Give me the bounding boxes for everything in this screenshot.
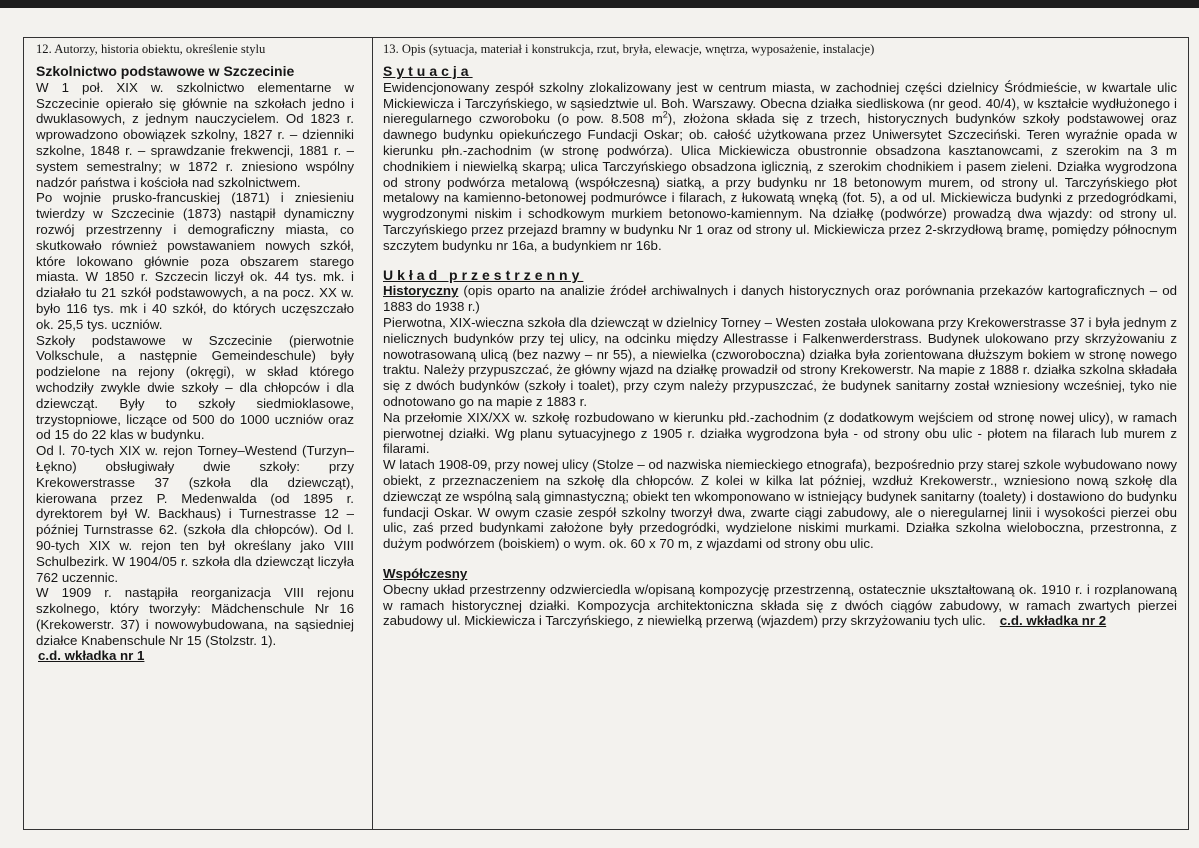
right-continued-note: c.d. wkładka nr 2	[999, 613, 1107, 629]
sytuacja-text-a: Ewidencjonowany zespół szkolny zlokalizowany jest w centrum miasta, w zachodniej części dzielnicy Śródmieście, w kwartale ulic Mickiewicza i Tarczyńskiego, w sąsiedztwie ul. Boh. Warszawy. Obecna działka siedliskowa (nr geod. 40/4), w kształcie wydłużonego i nieregularnego czworoboku (o pow. 8.508 m	[383, 79, 1177, 127]
historyczny-intro-text: (opis oparto na analizie źródeł archiwalnych i danych historycznych oraz porównania przekazów kartograficznych – od 1883 do 1938 r.)	[383, 283, 1177, 315]
wspolczesny-paragraph	[383, 582, 1177, 629]
history-paragraph: Od l. 70-tych XIX w. rejon Torney–Westend (Turzyn–Łękno) obsługiwały dwie szkoły: przy Krekowerstrasse 37 (szkoła dla dziewcząt), kierowana przez P. Medenwalda (od 1895 r. dyrektorem był W. Backhaus) i Turnestrasse 12 – później Turnstrasse 62. (szkoła dla chłopców). Od l. 90-tych XIX w. rejon ten był określany jako VIII Schulbezirk. W 1904/05 r. szkoła dla dziewcząt liczyła 762 uczennic.	[36, 443, 354, 585]
history-paragraph: W 1 poł. XIX w. szkolnictwo elementarne w Szczecinie opierało się głównie na szkołach jedno i dwuklasowych, z jednym nauczycielem. Od 1823 r. wprowadzono obowiązek szkolny, 1827 r. – dzienniki szkolne, 1848 r. – sprawdzanie frekwencji, 1881 r. – system semestralny; w 1872 r. zniesiono wspólny nadzór państwa i kościoła nad szkolnictwem.	[36, 79, 354, 190]
area-superscript: 2	[662, 109, 668, 120]
scan-edge	[0, 0, 1199, 8]
frame-top-border	[23, 37, 1189, 38]
description-column	[383, 42, 1177, 629]
left-field-caption: 12. Autorzy, historia obiektu, określenie stylu	[36, 42, 266, 56]
uklad-paragraph: Pierwotna, XIX-wieczna szkoła dla dziewcząt w dzielnicy Torney – Westen została ulokowana przy Krekowerstrasse 37 i była jednym z nielicznych budynków przy tej ulicy, na odcinku między Allestrasse i Falkenwerderstrass. Budynek ulokowano przy skrzyżowaniu z nowotrasowaną ulicą (bez nazwy – nr 55), a niewielka (czworoboczna) działka była zorientowana dłuższym bokiem w stronę nowego traktu. Należy przypuszczać, że główny wjazd na działkę prowadził od strony Krekowerstr. Na mapie z 1888 r. działka szkolna składała się z dwóch budynków (szkoły i toalet), przy czym należy przypuszczać, że budynek sanitarny został wzniesiony wcześniej, tyko nie odnotowano go na mapie z 1883 r.	[383, 314, 1177, 409]
frame-left-border	[23, 37, 24, 829]
sytuacja-paragraph	[383, 80, 1177, 254]
history-paragraph: Po wojnie prusko-francuskiej (1871) i zniesieniu twierdzy w Szczecinie (1873) nastąpił dynamiczny rozwój przestrzenny i demograficzny miasta, co skutkowało również powstawaniem nowych szkół, które lokowano głównie poza obszarem starego miasta. W 1850 r. Szczecin liczył ok. 44 tys. mk. i działało tu 21 szkół podstawowych, a na pocz. XX w. było 116 tys. mk i 40 szkół, do których uczęszczało ok. 25,5 tys. uczniów.	[36, 190, 354, 332]
historyczny-label: Historyczny	[383, 283, 459, 299]
uklad-paragraph: W latach 1908-09, przy nowej ulicy (Stolze – od nazwiska niemieckiego etnografa), bezpośrednio przy starej szkole wybudowano nowy obiekt, z przeznaczeniem na szkołę dla chłopców. Z kolei w kilka lat później, wzdłuż Krekowerstr., wzniesiono nową szkołę dla dziewcząt ze wspólną salą gimnastyczną; obiekt ten wkomponowano w istniejący budynek sanitarny (toalety) i dostawiono do budynku fundacji Oskar. W owym czasie zespół szkolny tworzył dwa, zwarte ciągi zabudowy, ale o nieregularnej linii i wysokości pierzei obu ulic, zaś przed budynkami założone były przedogródki, wydzielone niskimi murkami. Działka szkolna wieloboczna, przestronna, z dużym podwórzem (boiskiem) o wym. ok. 60 x 70 m, z wjazdami od strony obu ulic.	[383, 457, 1177, 552]
frame-right-border	[1188, 37, 1189, 829]
historyczny-intro	[383, 283, 1177, 315]
wspolczesny-heading: Współczesny	[383, 565, 468, 581]
right-field-caption: 13. Opis (sytuacja, materiał i konstrukcja, rzut, bryła, elewacje, wnętrza, wyposażenie, instalacje)	[383, 42, 875, 56]
history-paragraph: Szkoły podstawowe w Szczecinie (pierwotnie Volkschule, a następnie Gemeindeschule) były podzielone na rejony (okręgi), w skład którego wchodziły zwykle dwie szkoły – dla chłopców i dla dziewcząt. Były to szkoły siedmioklasowe, trzystopniowe, liczące od 500 do 1000 uczniów oraz od 15 do 22 klas w budynku.	[36, 332, 354, 443]
history-column	[36, 42, 354, 664]
sytuacja-text-b: ), złożona składa się z trzech, historycznych budynków szkoły podstawowej oraz dawnego budynku opiekuńczego Fundacji Oskar; ob. całość użytkowana przez Uniwersytet Szczeciński. Teren wyraźnie opada w kierunku płn.-zachodnim (w stronę podwórza). Ulica Mickiewicza obustronnie obsadzona kasztanowcami, z szerokim na 3 m chodnikiem i niewielką skarpą; ulica Tarczyńskiego obsadzona iglicznią, z szerokim chodnikiem i pasem zieleni. Działka wygrodzona od strony podwórza metalową (współczesną) siatką, a przy budynku nr 18 betonowym murem, od strony ul. Tarczyńskiego płot metalowy na kamienno-betonowej podmurówce i filarach, z łukowatą wnęką (fot. 5), a od ul. Mickiewicza budynki z przedogródkami, wygrodzonymi niskim i schodkowym murkiem betonowo-kamiennym. Na działkę (podwórze) prowadzą dwa wjazdy: od strony ul. Tarczyńskiego przez przejazd bramny w budynku Nr 1 oraz od strony ul. Mickiewicza przez 2-skrzydłową bramę, pomiędzy północnym szczytem budynku nr 16a, a budynkiem nr 16b.	[383, 111, 1177, 253]
history-paragraph: W 1909 r. nastąpiła reorganizacja VIII rejonu szkolnego, który tworzyły: Mädchenschule Nr 16 (Krekowerstr. 37) i nowowybudowana, na sąsiedniej działce Knabenschule Nr 15 (Stolzstr. 1).	[36, 585, 354, 648]
uklad-paragraph: Na przełomie XIX/XX w. szkołę rozbudowano w kierunku płd.-zachodnim (z dodatkowym wejściem od stronę nowej ulicy), w ramach pierwotnej działki. Wg planu sytuacyjnego z 1905 r. działka wygrodzona była - od strony obu ulic - płotem na filarach lub murem z filarami.	[383, 409, 1177, 457]
uklad-heading: Układ przestrzenny	[383, 266, 584, 283]
wspolczesny-text: Obecny układ przestrzenny odzwierciedla w/opisaną kompozycję przestrzenną, ostatecznie ukształtowaną ok. 1910 r. i rozplanowaną w ramach historycznej działki. Kompozycja architektoniczna składa się z dwóch ciągów zabudowy, w ramach zwartych pierzei zabudowy ul. Mickiewicza i Tarczyńskiego, z niewielką przerwą (wjazdem) przy skrzyżowaniu tych ulic.	[383, 581, 1177, 629]
left-continued-note: c.d. wkładka nr 1	[38, 648, 145, 664]
column-divider	[372, 37, 373, 829]
sytuacja-heading: Sytuacja	[383, 63, 473, 79]
history-title: Szkolnictwo podstawowe w Szczecinie	[36, 63, 295, 79]
frame-bottom-border	[23, 829, 1189, 830]
